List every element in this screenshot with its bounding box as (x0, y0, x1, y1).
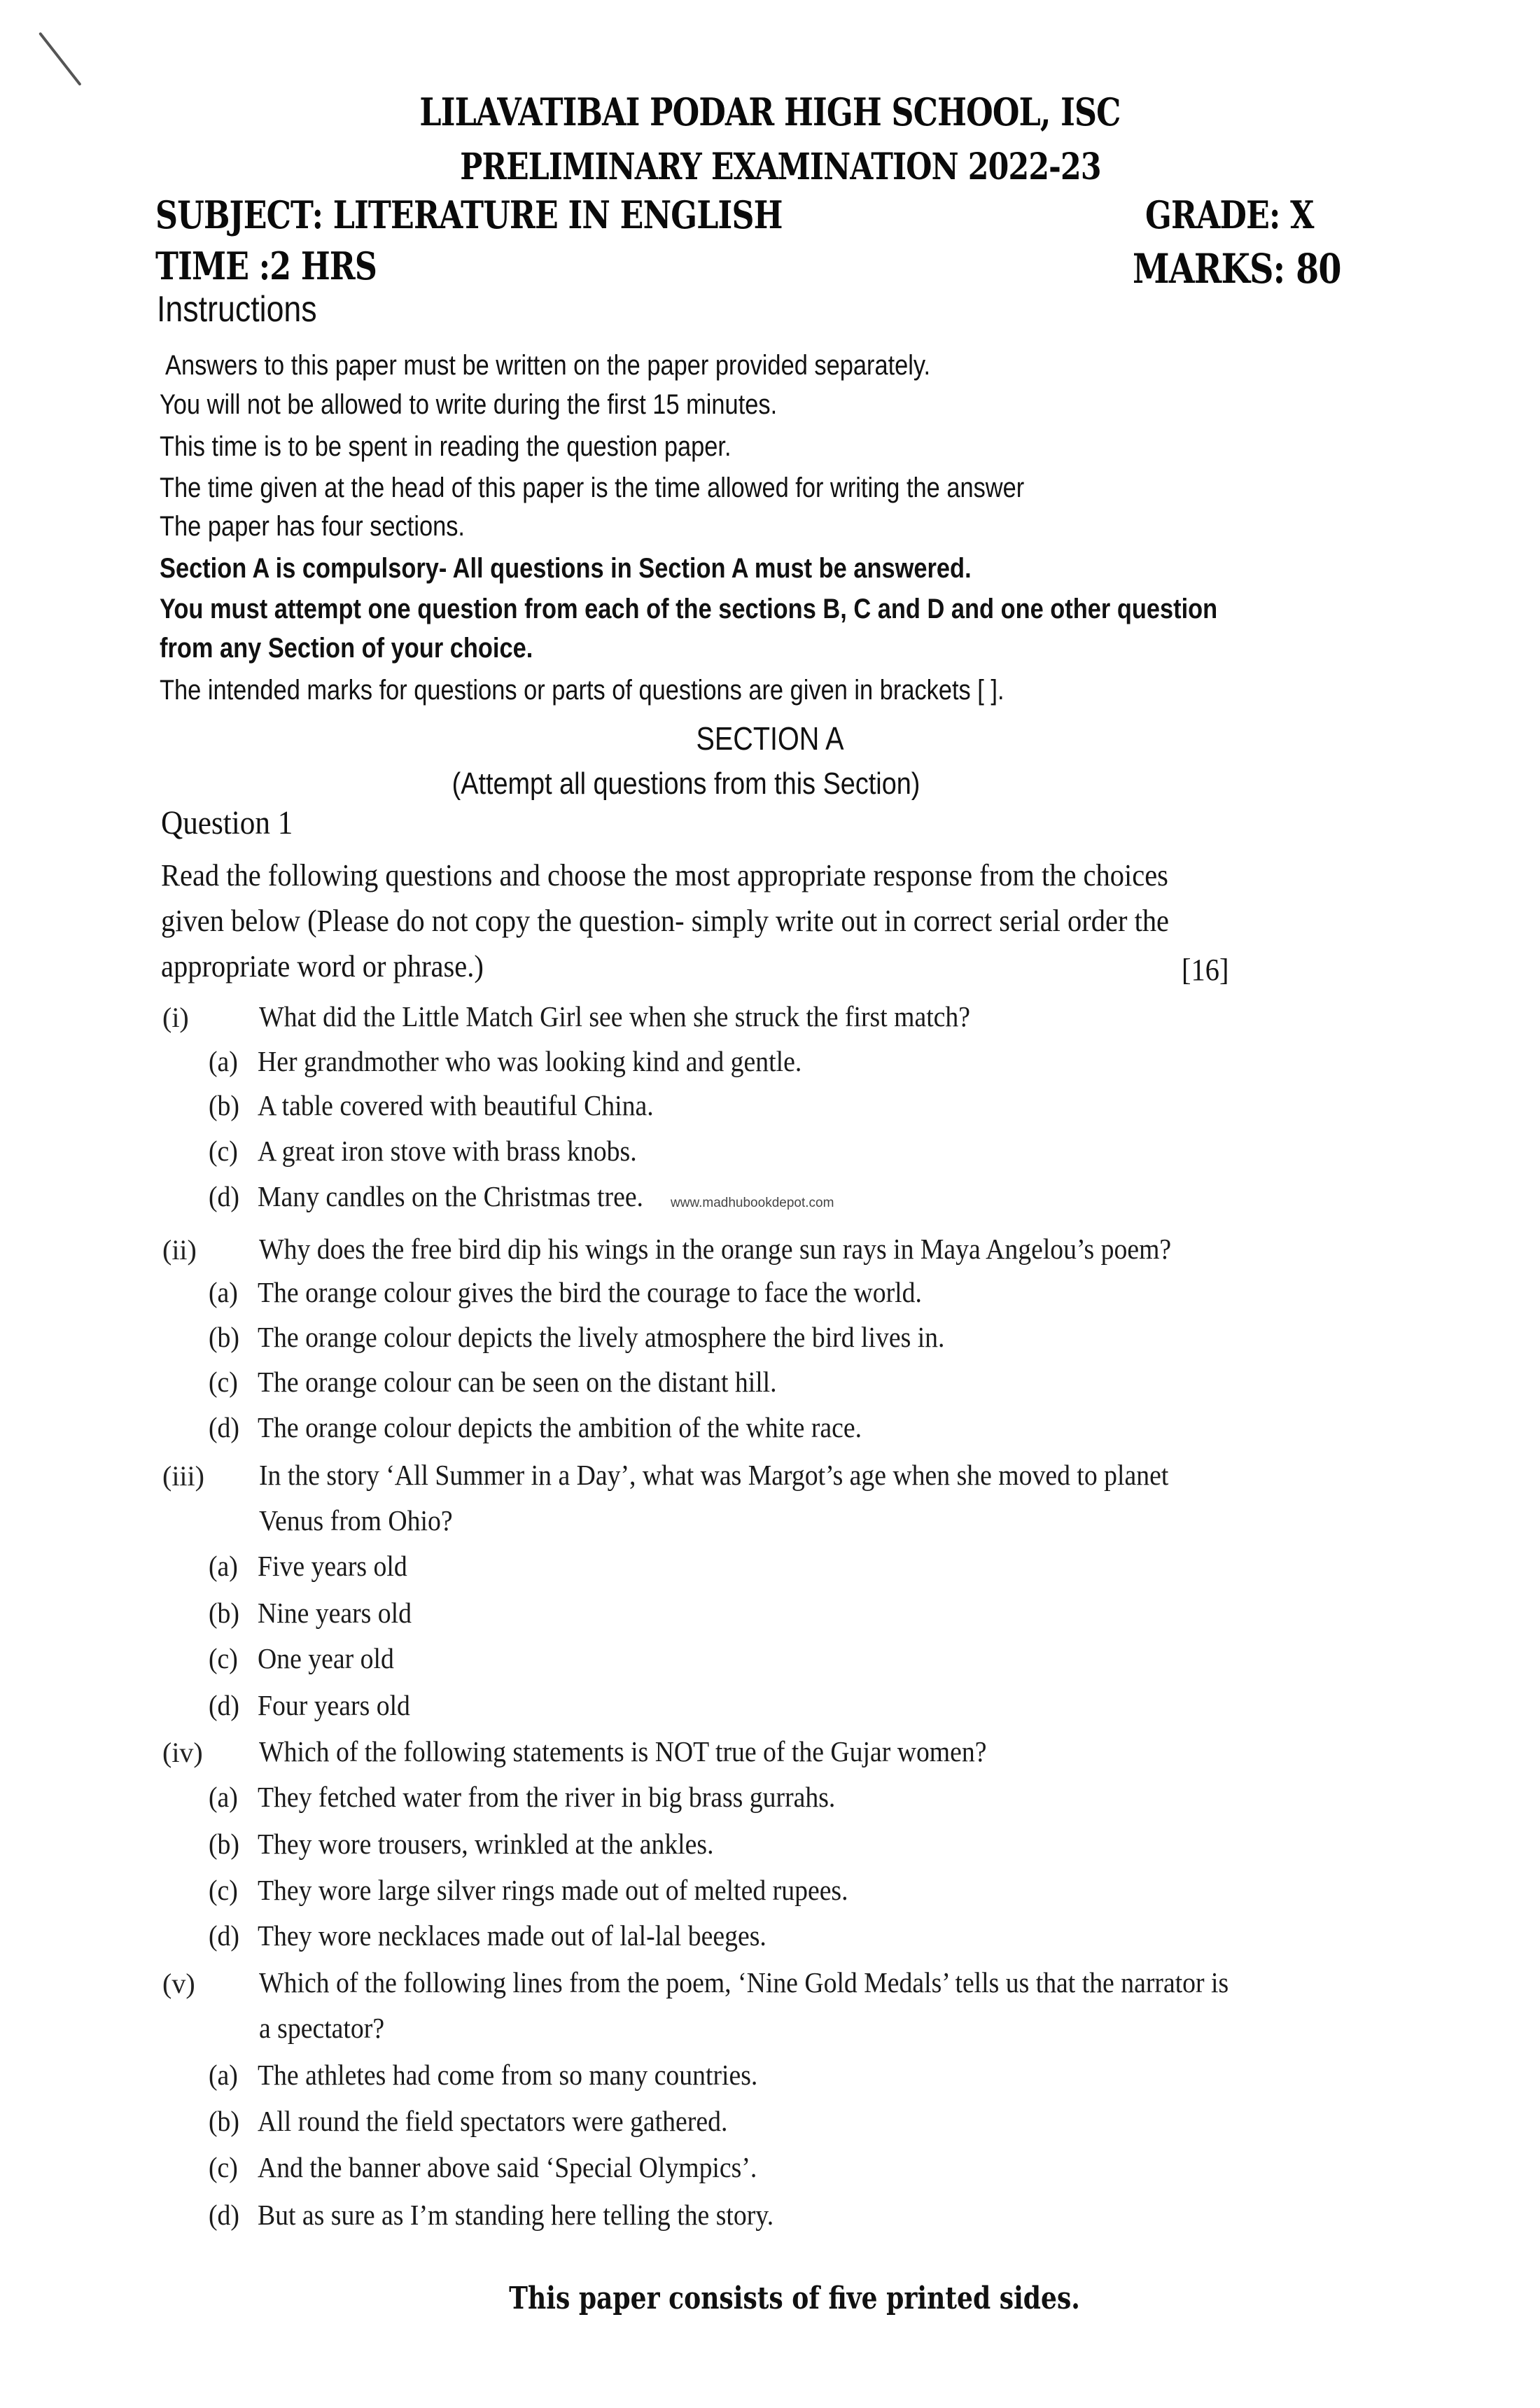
part-question-text: Venus from Ohio? (259, 1504, 453, 1536)
option-label: (d) (209, 1411, 239, 1443)
instruction-line: Answers to this paper must be written on the paper provided separately. (165, 350, 931, 381)
option-label: (d) (209, 1919, 239, 1952)
option-label: (b) (209, 2105, 239, 2137)
option-label: (b) (209, 1321, 239, 1353)
option-label: (c) (209, 1874, 238, 1906)
part-number: (i) (162, 1002, 189, 1033)
subject-label: SUBJECT: LITERATURE IN ENGLISH (155, 192, 783, 237)
instruction-line: You will not be allowed to write during the first 15 minutes. (160, 389, 778, 420)
part-number: (iv) (162, 1737, 203, 1768)
option-text: All round the field spectators were gathered. (258, 2105, 728, 2137)
grade-label: GRADE: X (1145, 192, 1314, 237)
pen-stroke-mark (38, 32, 82, 86)
instruction-line: This time is to be spent in reading the question paper. (160, 431, 732, 462)
option-label: (a) (209, 1045, 238, 1077)
option-text: The athletes had come from so many countries. (258, 2059, 758, 2091)
part-question-text: What did the Little Match Girl see when she struck the first match? (259, 1000, 971, 1032)
option-label: (d) (209, 1689, 239, 1721)
option-text: And the banner above said ‘Special Olympics’. (258, 2151, 757, 2183)
option-text: The orange colour can be seen on the distant hill. (258, 1366, 777, 1398)
option-text: A great iron stove with brass knobs. (258, 1135, 637, 1167)
instructions-heading: Instructions (157, 289, 317, 330)
option-label: (b) (209, 1828, 239, 1860)
section-title: SECTION A (696, 720, 844, 757)
option-text: They wore trousers, wrinkled at the ankles. (258, 1828, 714, 1860)
option-text: A table covered with beautiful China. (258, 1089, 654, 1121)
part-question-text: Which of the following statements is NOT true of the Gujar women? (259, 1735, 987, 1768)
option-label: (a) (209, 1276, 238, 1308)
school-name: LILAVATIBAI PODAR HIGH SCHOOL, ISC (419, 90, 1121, 134)
intro-line: Read the following questions and choose the most appropriate response from the choices (161, 858, 1168, 892)
option-text: Many candles on the Christmas tree. (258, 1180, 643, 1212)
option-label: (c) (209, 1366, 238, 1398)
option-label: (d) (209, 2199, 239, 2231)
option-label: (a) (209, 1781, 238, 1813)
instruction-line: The intended marks for questions or parts of questions are given in brackets [ ]. (160, 675, 1004, 706)
exam-title: PRELIMINARY EXAMINATION 2022-23 (460, 146, 1101, 188)
footer-note: This paper consists of five printed sides. (509, 2281, 1080, 2316)
part-question-text: In the story ‘All Summer in a Day’, what was Margot’s age when she moved to planet (259, 1459, 1169, 1491)
option-text: One year old (258, 1642, 394, 1674)
option-text: Five years old (258, 1550, 407, 1582)
part-number: (v) (162, 1968, 195, 1999)
instruction-line: Section A is compulsory- All questions in Section A must be answered. (160, 553, 972, 584)
part-question-text: Why does the free bird dip his wings in the orange sun rays in Maya Angelou’s poem? (259, 1233, 1172, 1265)
part-question-text: a spectator? (259, 2012, 385, 2044)
option-label: (a) (209, 1550, 238, 1582)
section-subtitle: (Attempt all questions from this Section) (451, 766, 920, 801)
instruction-line: The paper has four sections. (160, 511, 465, 542)
option-text: Her grandmother who was looking kind and gentle. (258, 1045, 802, 1077)
part-number: (iii) (162, 1460, 204, 1492)
option-text: Nine years old (258, 1597, 412, 1629)
marks-label: MARKS: 80 (1133, 245, 1341, 293)
option-text: Four years old (258, 1689, 410, 1721)
instruction-line: You must attempt one question from each of the sections B, C and D and one other question (160, 594, 1218, 624)
option-text: But as sure as I’m standing here telling the story. (258, 2199, 774, 2231)
instruction-line: from any Section of your choice. (160, 633, 533, 664)
option-text: They wore necklaces made out of lal-lal beeges. (258, 1919, 766, 1952)
part-number: (ii) (162, 1234, 197, 1266)
option-label: (a) (209, 2059, 238, 2091)
watermark-text: www.madhubookdepot.com (671, 1196, 834, 1210)
question-title: Question 1 (161, 804, 293, 841)
part-question-text: Which of the following lines from the poem, ‘Nine Gold Medals’ tells us that the narrator is (259, 1966, 1229, 1998)
option-text: The orange colour depicts the lively atmosphere the bird lives in. (258, 1321, 945, 1353)
time-label: TIME :2 HRS (155, 244, 377, 288)
option-label: (c) (209, 1135, 238, 1167)
option-label: (b) (209, 1089, 239, 1121)
option-label: (d) (209, 1180, 239, 1212)
option-label: (c) (209, 1642, 238, 1674)
option-label: (b) (209, 1597, 239, 1629)
option-text: The orange colour depicts the ambition of the white race. (258, 1411, 862, 1443)
option-text: The orange colour gives the bird the courage to face the world. (258, 1276, 922, 1308)
instruction-line: The time given at the head of this paper is the time allowed for writing the answer (160, 472, 1025, 503)
option-text: They wore large silver rings made out of melted rupees. (258, 1874, 848, 1906)
option-text: They fetched water from the river in big brass gurrahs. (258, 1781, 836, 1813)
option-label: (c) (209, 2151, 238, 2183)
intro-line: appropriate word or phrase.) (161, 949, 484, 983)
intro-line: given below (Please do not copy the question- simply write out in correct serial order the (161, 904, 1170, 938)
question-marks: [16] (1182, 953, 1229, 987)
